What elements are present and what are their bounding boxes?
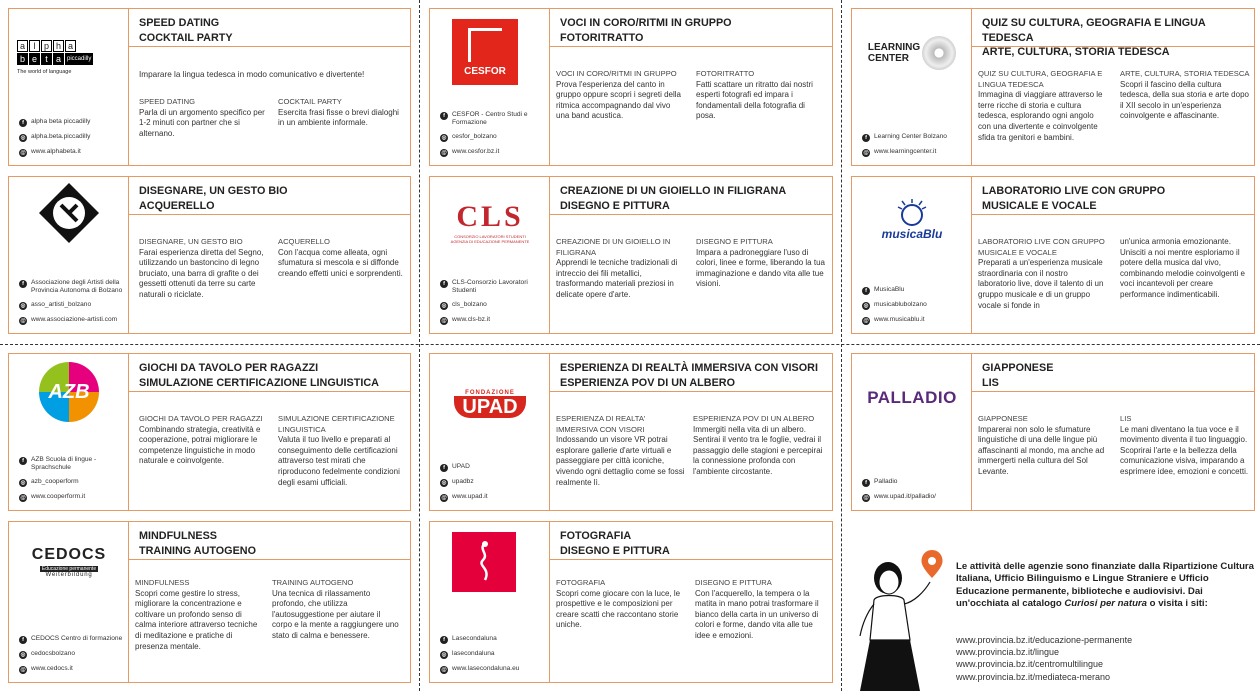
card-body <box>129 215 410 333</box>
logo-letter: e <box>29 53 40 65</box>
col-left: LABORATORIO LIVE CON GRUPPO MUSICALE E VOCALE Preparati a un'esperienza musicale straordinaria con il nostro laboratorio live, dove il talento di un gruppo musicale e di un gruppo vocale si fonde in <box>978 237 1105 310</box>
facebook-icon: f <box>440 112 448 120</box>
facebook-icon: f <box>440 280 448 288</box>
web-icon: @ <box>863 149 869 156</box>
web-icon: @ <box>20 494 26 501</box>
link-mediateca-merano[interactable]: www.provincia.bz.it/mediateca-merano <box>956 671 1111 682</box>
col-left: ESPERIENZA DI REALTA' IMMERSIVA CON VISORI Indossando un visore VR potrai esplorare gallerie d'arte virtuali e passeggiare per città iconiche, vivendo ogni dettaglio come se fossi realmente lì. <box>556 414 685 487</box>
instagram-contact[interactable]: ◎ lasecondaluna <box>441 650 495 658</box>
card-body <box>550 215 832 333</box>
web-icon: @ <box>863 317 869 324</box>
card-title: GIOCHI DA TAVOLO PER RAGAZZI SIMULAZIONE CERTIFICAZIONE LINGUISTICA <box>129 354 410 392</box>
facebook-contact[interactable]: f CLS-Consorzio Lavoratori Studenti <box>440 279 544 295</box>
logo-panel <box>9 9 129 165</box>
facebook-contact[interactable]: f Lasecondaluna <box>440 635 544 644</box>
instagram-contact[interactable]: ◎ azb_cooperform <box>20 478 79 486</box>
col-right: DISEGNO E PITTURA Con l'acquerello, la tempera o la matita in mano potrai trasformare il bianco della carta in un universo di colori e forme, dando vita alle tue idee e emozioni. <box>695 578 819 640</box>
logo-panel <box>9 522 129 682</box>
col-right: FOTORITRATTO Fatti scattare un ritratto dai nostri esperti fotografi ed impara i fondamentali della fotografia di posa. <box>696 69 813 121</box>
website-contact[interactable]: @ www.lasecondaluna.eu <box>441 665 520 673</box>
artisti-emblem-icon <box>37 181 101 245</box>
card-title: ESPERIENZA DI REALTÀ IMMERSIVA CON VISORI ESPERIENZA POV DI UN ALBERO <box>550 354 832 392</box>
logo-letter: a <box>17 40 28 52</box>
card-body <box>550 392 832 510</box>
website-contact[interactable]: @ www.learningcenter.it <box>863 148 937 156</box>
logo-panel <box>852 354 972 510</box>
card-upad <box>429 353 833 511</box>
azb-logo: AZB <box>17 362 121 422</box>
palladio-logo: PALLADIO <box>867 388 957 407</box>
contacts <box>19 273 123 325</box>
facebook-contact[interactable]: f CESFOR - Centro Studi e Formazione <box>440 111 544 127</box>
card-musicablu <box>851 176 1255 334</box>
website-contact[interactable]: @ www.associazione-artisti.com <box>20 316 118 324</box>
cut-line-vertical-2 <box>841 0 842 691</box>
card-azb <box>8 353 411 511</box>
logo-panel <box>852 177 972 333</box>
facebook-icon: f <box>19 280 27 288</box>
contacts <box>862 280 966 325</box>
web-icon: @ <box>441 666 447 673</box>
col-right: SIMULAZIONE CERTIFICAZIONE LINGUISTICA Valuta il tuo livello e preparati al conseguimento delle certificazioni attraverso test mirati che riproducono fedelmente condizioni degli esami ufficiali. <box>278 414 400 487</box>
website-contact[interactable]: @ www.cesfor.bz.it <box>441 148 500 156</box>
website-contact[interactable]: @ www.cooperform.it <box>20 493 86 501</box>
card-learning-center <box>851 8 1255 166</box>
col-left: QUIZ SU CULTURA, GEOGRAFIA E LINGUA TEDESCA Immagina di viaggiare attraverso le terre ricche di storia e cultura tedesca, esplorando ogni angolo con una divertente e coinvolgente sfida tra genitori e bambini. <box>978 69 1103 142</box>
col-left: VOCI IN CORO/RITMI IN GRUPPO Prova l'esperienza del canto in gruppo oppure scopri i segreti della ritmica accompagnando dal vivo una band acustica. <box>556 69 681 121</box>
col-right: DISEGNO E PITTURA Impara a padroneggiare l'uso di colori, linee e forme, liberando la tua immaginazione e dando vita alle tue visioni. <box>696 237 825 289</box>
contacts <box>19 629 123 674</box>
website-contact[interactable]: @ www.cedocs.it <box>20 665 73 673</box>
col-left: SPEED DATING Parla di un argomento specifico per 1-2 minuti con partner che si alternano. <box>139 97 265 138</box>
col-left: FOTOGRAFIA Scopri come giocare con la luce, le prospettive e le composizioni per creare scatti che raccontano storie uniche. <box>556 578 681 630</box>
logo-panel <box>9 177 129 333</box>
col-left: GIOCHI DA TAVOLO PER RAGAZZI Combinando strategia, creatività e cooperazione, potrai migliorare le competenze linguistiche in modo naturale e coinvolgente. <box>139 414 263 466</box>
card-body <box>550 47 832 165</box>
instagram-icon: ◎ <box>863 302 869 309</box>
logo-letter: p <box>41 40 52 52</box>
instagram-icon: ◎ <box>441 651 447 658</box>
instagram-icon: ◎ <box>441 479 447 486</box>
artisti-logo <box>17 183 121 243</box>
col-right: ACQUERELLO Con l'acqua come alleata, ogni sfumatura si mescola e si diffonde creando effetti unici e sorprendenti. <box>278 237 403 278</box>
logo-letter: h <box>53 40 64 52</box>
facebook-icon: f <box>862 479 870 487</box>
instagram-contact[interactable]: ◎ cedocsbolzano <box>20 650 75 658</box>
logo-letter: t <box>41 53 52 65</box>
web-icon: @ <box>20 149 26 156</box>
cesfor-logo: CESFOR <box>452 19 518 85</box>
web-icon: @ <box>20 666 26 673</box>
card-title: GIAPPONESE LIS <box>972 354 1254 392</box>
logo-sub: piccadilly <box>65 53 93 65</box>
cd-icon <box>922 36 956 70</box>
card-cls <box>429 176 833 334</box>
logo-panel <box>852 9 972 165</box>
upad-logo: FONDAZIONE UPAD <box>438 374 542 434</box>
logo-letter: a <box>65 40 76 52</box>
sun-face-icon <box>892 197 932 227</box>
logo-letter: b <box>17 53 28 65</box>
facebook-icon: f <box>862 134 870 142</box>
instagram-icon: ◎ <box>20 651 26 658</box>
facebook-contact[interactable]: f AZB Scuola di lingue - Sprachschule <box>19 456 123 472</box>
col-left: MINDFULNESS Scopri come gestire lo stress, migliorare la concentrazione e coltivare un profondo senso di calma interiore attraverso tecniche di meditazione e pratiche di presenza mentale. <box>135 578 258 651</box>
card-body <box>129 560 410 682</box>
facebook-contact[interactable]: f Learning Center Bolzano <box>862 133 966 142</box>
musicablu-logo: musicaBlu <box>860 189 964 249</box>
contacts <box>440 629 544 674</box>
logo-panel <box>430 522 550 682</box>
facebook-contact[interactable]: f MusicaBlu <box>862 286 966 295</box>
logo-panel <box>430 177 550 333</box>
instagram-icon: ◎ <box>441 134 447 141</box>
card-cesfor <box>429 8 833 166</box>
col-right: TRAINING AUTOGENO Una tecnica di rilassamento profondo, che utilizza l'autosuggestione per aiutare il corpo e la mente a raggiungere uno stato di calma e benessere. <box>272 578 399 640</box>
card-title: VOCI IN CORO/RITMI IN GRUPPO FOTORITRATTO <box>550 9 832 47</box>
instagram-icon: ◎ <box>20 302 26 309</box>
col-right: un'unica armonia emozionante. Unisciti a noi mentre esploriamo il potere della musica dal vivo, combinando melodie coinvolgenti e voci incantevoli per creare performance indimenticabili. <box>1120 237 1245 299</box>
col-right: ARTE, CULTURA, STORIA TEDESCA Scopri il fascino della cultura tedesca, della sua storia e arte dopo il XII secolo in un'esperienza coinvolgente e affascinante. <box>1120 69 1250 121</box>
facebook-icon: f <box>862 287 870 295</box>
footer-links <box>956 634 1132 683</box>
card-title: CREAZIONE DI UN GIOIELLO IN FILIGRANA DISEGNO E PITTURA <box>550 177 832 215</box>
facebook-contact[interactable]: f Associazione degli Artisti della Provincia Autonoma di Bolzano <box>19 279 123 295</box>
web-icon: @ <box>441 317 447 324</box>
card-title: FOTOGRAFIA DISEGNO E PITTURA <box>550 522 832 560</box>
card-body <box>550 560 832 682</box>
card-title: SPEED DATING COCKTAIL PARTY <box>129 9 410 47</box>
cut-line-vertical-1 <box>419 0 420 691</box>
col-left: GIAPPONESE Imparerai non solo le sfumature linguistiche di una delle lingue più affascinanti al mondo, ma anche ad immergerti nella cultura del Sol Levante. <box>978 414 1105 476</box>
instagram-contact[interactable]: ◎ asso_artisti_bolzano <box>20 301 92 309</box>
logo-letter: a <box>53 53 64 65</box>
alphabeta-logo <box>17 27 121 87</box>
card-intro: Imparare la lingua tedesca in modo comunicativo e divertente! <box>139 70 365 79</box>
instagram-contact[interactable]: ◎ musicablubolzano <box>863 301 927 309</box>
instagram-contact[interactable]: ◎ cls_bolzano <box>441 301 487 309</box>
instagram-icon: ◎ <box>441 302 447 309</box>
card-title: MINDFULNESS TRAINING AUTOGENO <box>129 522 410 560</box>
figure-icon <box>469 540 499 584</box>
learning-center-logo: LEARNING CENTER <box>860 23 964 83</box>
website-contact[interactable]: @ www.upad.it/palladio/ <box>863 493 936 501</box>
cls-logo: CLS CONSORZIO LAVORATORI STUDENTI AGENZIA DI EDUCAZIONE PERMANENTE <box>450 200 530 244</box>
contacts <box>19 112 123 157</box>
web-icon: @ <box>441 149 447 156</box>
card-body <box>129 47 410 165</box>
logo-panel <box>430 9 550 165</box>
facebook-icon: f <box>19 119 27 127</box>
web-icon: @ <box>20 317 26 324</box>
card-palladio <box>851 353 1255 511</box>
contacts <box>19 450 123 502</box>
website-contact[interactable]: @ www.alphabeta.it <box>20 148 81 156</box>
contacts <box>862 127 966 157</box>
link-educazione-permanente[interactable]: www.provincia.bz.it/educazione-permanente <box>956 635 1133 645</box>
catalog-name: Curiosi per natura <box>1064 598 1148 610</box>
card-body <box>129 392 410 510</box>
card-artisti <box>8 176 411 334</box>
link-lingue[interactable]: www.provincia.bz.it/lingue <box>956 647 1060 658</box>
facebook-icon: f <box>440 464 448 472</box>
cedocs-logo: CEDOCS Educazione permanente Weiterbildung <box>31 546 107 578</box>
website-contact[interactable]: @ www.cls-bz.it <box>441 316 491 324</box>
col-left: DISEGNARE, UN GESTO BIO Farai esperienza diretta del Segno, utilizzando un bastoncino di legno bruciato, una barra di grafite o dei gessetti ottenuti da terre su carte naturali o riciclate. <box>139 237 264 299</box>
link-centromultilingue[interactable]: www.provincia.bz.it/centromultilingue <box>956 659 1104 670</box>
card-body <box>972 392 1254 510</box>
logo-panel <box>430 354 550 510</box>
facebook-contact[interactable]: f UPAD <box>440 463 544 472</box>
contacts <box>862 472 966 502</box>
facebook-icon: f <box>19 457 27 465</box>
contacts <box>440 457 544 502</box>
footer-info: Le attività delle agenzie sono finanziate dalla Ripartizione Cultura Italiana, Ufficio Bilinguismo e Lingue Straniere e Ufficio Educazione permanente, biblioteche e audiovisivi. Dai un'occhiata al catalogo Curiosi per natura o visita i siti: <box>956 561 1254 610</box>
card-cedocs <box>8 521 411 683</box>
card-title: DISEGNARE, UN GESTO BIO ACQUERELLO <box>129 177 410 215</box>
card-alphabeta <box>8 8 411 166</box>
card-body <box>972 47 1254 165</box>
col-right: LIS Le mani diventano la tua voce e il movimento diventa il tuo linguaggio. Scoprirai l'arte e la bellezza della comunicazione visiva, imparando a esprimere idee, emozioni e concetti. <box>1120 414 1249 476</box>
card-lasecondaluna <box>429 521 833 683</box>
facebook-contact[interactable]: f alpha beta piccadilly <box>19 118 123 127</box>
lasecondaluna-logo <box>452 532 516 592</box>
instagram-contact[interactable]: ◎ upadbz <box>441 478 474 486</box>
card-title: QUIZ SU CULTURA, GEOGRAFIA E LINGUA TEDESCA ARTE, CULTURA, STORIA TEDESCA <box>972 9 1254 47</box>
logo-panel <box>9 354 129 510</box>
contacts <box>440 273 544 325</box>
facebook-contact[interactable]: f Palladio <box>862 478 966 487</box>
logo-tagline: The world of language <box>17 68 72 75</box>
website-contact[interactable]: @ www.musicablu.it <box>863 316 925 324</box>
instagram-icon: ◎ <box>20 134 26 141</box>
instagram-icon: ◎ <box>20 479 26 486</box>
website-contact[interactable]: @ www.upad.it <box>441 493 488 501</box>
facebook-icon: f <box>19 636 27 644</box>
instagram-contact[interactable]: ◎ cesfor_bolzano <box>441 133 497 141</box>
card-title: LABORATORIO LIVE CON GRUPPO MUSICALE E VOCALE <box>972 177 1254 215</box>
facebook-icon: f <box>440 636 448 644</box>
web-icon: @ <box>863 494 869 501</box>
woman-illustration <box>852 544 952 691</box>
col-right: ESPERIENZA POV DI UN ALBERO Immergiti nella vita di un albero. Sentirai il vento tra le foglie, vedrai il passaggio delle stagioni e percepirai la connessione profonda con l'ambiente circostante. <box>693 414 823 476</box>
contacts <box>440 105 544 157</box>
instagram-contact[interactable]: ◎ alpha.beta.piccadilly <box>20 133 91 141</box>
col-left: CREAZIONE DI UN GIOIELLO IN FILIGRANA Apprendi le tecniche tradizionali di intreccio dei fili metallici, trasformando materiali preziosi in delicate opere d'arte. <box>556 237 678 299</box>
facebook-contact[interactable]: f CEDOCS Centro di formazione <box>19 635 123 644</box>
card-body <box>972 215 1254 333</box>
cut-line-horizontal <box>0 344 1260 345</box>
col-right: COCKTAIL PARTY Esercita frasi fisse o brevi dialoghi in un ambiente informale. <box>278 97 399 128</box>
logo-letter: l <box>29 40 40 52</box>
web-icon: @ <box>441 494 447 501</box>
